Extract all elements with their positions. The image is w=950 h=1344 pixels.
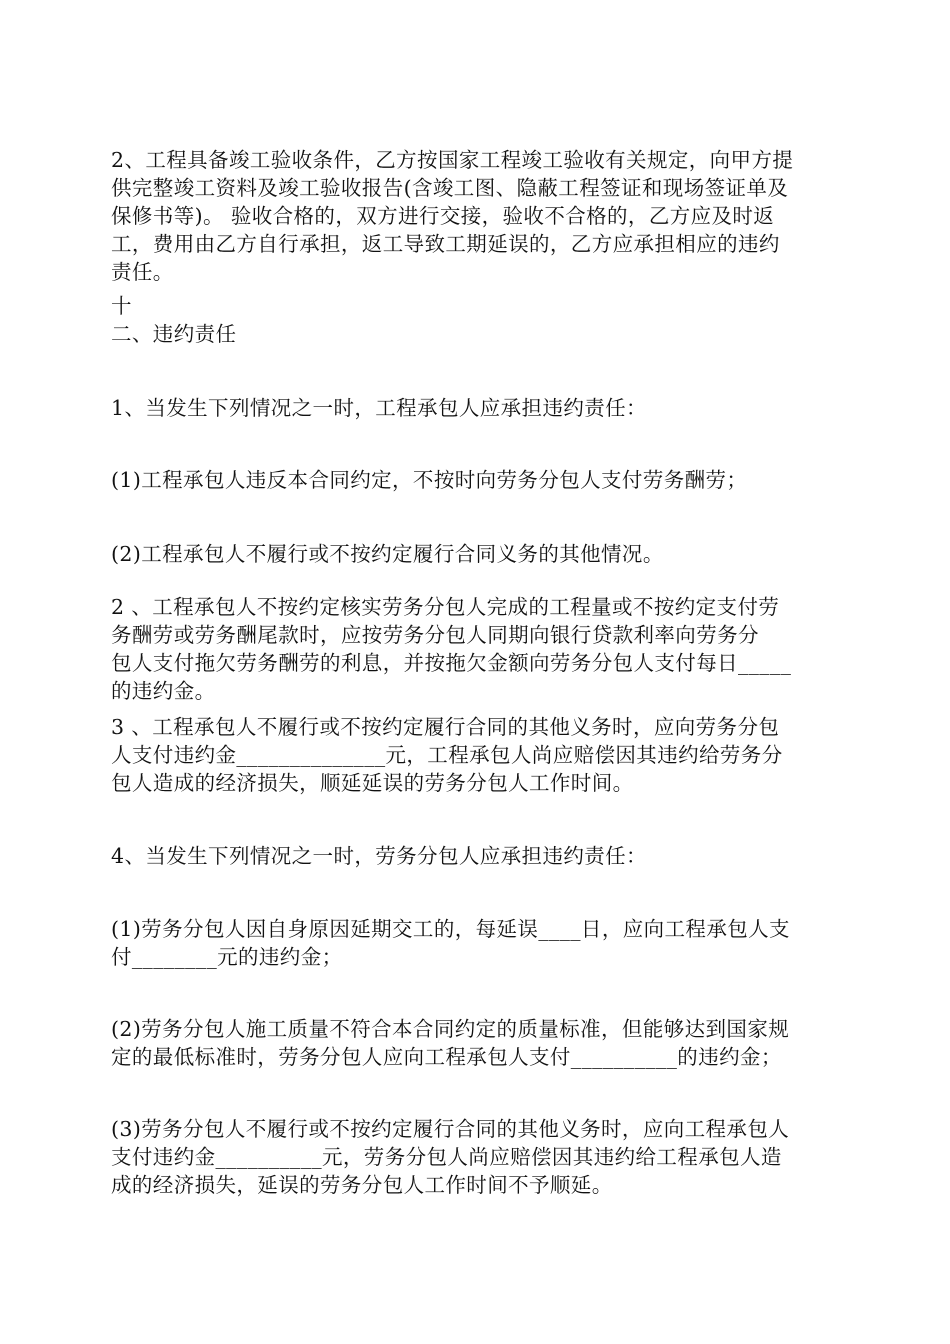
paragraph-item-4-1 — [111, 915, 841, 971]
document-page — [111, 0, 841, 1344]
paragraph-item-4 — [111, 842, 841, 870]
text-line: 务酬劳或劳务酬尾款时，应按劳务分包人同期向银行贷款利率向劳务分 — [111, 623, 759, 647]
text-line: 2 、工程承包人不按约定核实劳务分包人完成的工程量或不按约定支付劳 — [111, 595, 780, 619]
text-line: (2)劳务分包人施工质量不符合本合同约定的质量标准，但能够达到国家规 — [111, 1017, 790, 1041]
paragraph-item-2 — [111, 593, 841, 705]
paragraph-item-1 — [111, 394, 841, 422]
text-line: 支付违约金__________元，劳务分包人尚应赔偿因其违约给工程承包人造 — [111, 1145, 782, 1169]
text-line: 2、工程具备竣工验收条件，乙方按国家工程竣工验收有关规定，向甲方提 — [111, 148, 794, 172]
text-line: 责任。 — [111, 260, 174, 284]
text-line: 包人支付拖欠劳务酬劳的利息，并按拖欠金额向劳务分包人支付每日_____ — [111, 651, 792, 675]
text-line: 4、当发生下列情况之一时，劳务分包人应承担违约责任： — [111, 844, 647, 868]
text-line: (1)劳务分包人因自身原因延期交工的，每延误____日，应向工程承包人支 — [111, 917, 790, 941]
section-heading — [111, 292, 841, 348]
text-line: 保修书等)。 验收合格的，双方进行交接，验收不合格的，乙方应及时返 — [111, 204, 775, 228]
paragraph-item-1-2 — [111, 540, 841, 568]
text-line: (2)工程承包人不履行或不按约定履行合同义务的其他情况。 — [111, 542, 664, 566]
text-line: 供完整竣工资料及竣工验收报告(含竣工图、隐蔽工程签证和现场签证单及 — [111, 176, 789, 200]
text-line: (1)工程承包人违反本合同约定，不按时向劳务分包人支付劳务酬劳； — [111, 468, 748, 492]
paragraph-acceptance — [111, 146, 841, 286]
text-line: 工，费用由乙方自行承担，返工导致工期延误的，乙方应承担相应的违约 — [111, 232, 780, 256]
paragraph-item-1-1 — [111, 466, 841, 494]
paragraph-item-3 — [111, 713, 841, 797]
text-line: 人支付违约金______________元，工程承包人尚应赔偿因其违约给劳务分 — [111, 743, 783, 767]
text-line: 定的最低标准时，劳务分包人应向工程承包人支付__________的违约金； — [111, 1045, 782, 1069]
paragraph-item-4-3 — [111, 1115, 841, 1199]
text-line: 1、当发生下列情况之一时，工程承包人应承担违约责任： — [111, 396, 647, 420]
text-line: 包人造成的经济损失，顺延延误的劳务分包人工作时间。 — [111, 771, 634, 795]
text-line: 的违约金。 — [111, 679, 216, 703]
text-line: 付________元的违约金； — [111, 945, 343, 969]
heading-line: 十 — [111, 294, 132, 318]
heading-line: 二、违约责任 — [111, 322, 237, 346]
text-line: (3)劳务分包人不履行或不按约定履行合同的其他义务时，应向工程承包人 — [111, 1117, 790, 1141]
text-line: 成的经济损失，延误的劳务分包人工作时间不予顺延。 — [111, 1173, 613, 1197]
text-line: 3 、工程承包人不履行或不按约定履行合同的其他义务时，应向劳务分包 — [111, 715, 780, 739]
paragraph-item-4-2 — [111, 1015, 841, 1071]
